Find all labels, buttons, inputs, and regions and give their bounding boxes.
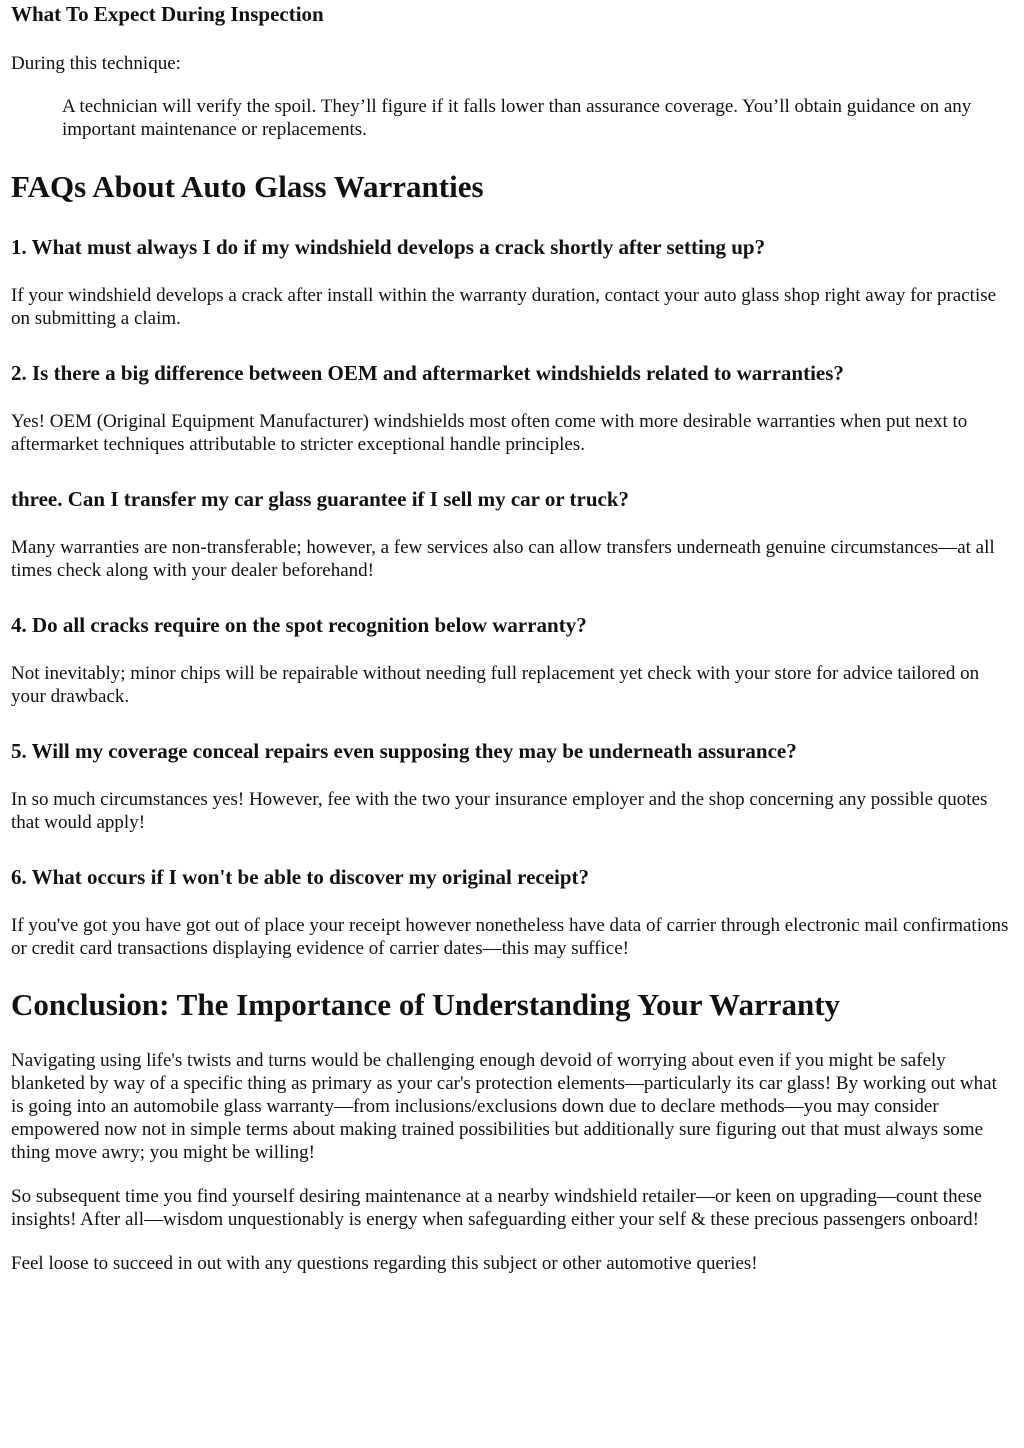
faq-answer: Not inevitably; minor chips will be repairable without needing full replacement yet check with your store for advice tailored on your drawback. bbox=[11, 663, 980, 707]
faq-question: 4. Do all cracks require on the spot recognition below warranty? bbox=[11, 613, 587, 637]
conclusion-paragraph: Feel loose to succeed in out with any questions regarding this subject or other automotive queries! bbox=[11, 1253, 758, 1274]
faq-answer: In so much circumstances yes! However, fee with the two your insurance employer and the shop concerning any possible quotes that would apply! bbox=[11, 789, 988, 833]
faq-item bbox=[11, 487, 1013, 582]
faq-question: 5. Will my coverage conceal repairs even supposing they may be underneath assurance? bbox=[11, 739, 797, 763]
faq-section-heading: FAQs About Auto Glass Warranties bbox=[11, 169, 484, 204]
faq-answer: Many warranties are non-transferable; however, a few services also can allow transfers underneath genuine circumstances—at all times check along with your dealer beforehand! bbox=[11, 537, 995, 581]
conclusion-heading: Conclusion: The Importance of Understanding Your Warranty bbox=[11, 987, 841, 1022]
conclusion-paragraph: So subsequent time you find yourself desiring maintenance at a nearby windshield retailer—or keen on upgrading—count these insights! After all—wisdom unquestionably is energy when safeguarding either your self & these precious passengers onboard! bbox=[11, 1186, 982, 1230]
faq-answer: If your windshield develops a crack after install within the warranty duration, contact your auto glass shop right away for practise on submitting a claim. bbox=[11, 285, 997, 329]
faq-item bbox=[11, 613, 1013, 708]
inspection-lead-paragraph: During this technique: bbox=[11, 53, 181, 74]
inspection-heading: What To Expect During Inspection bbox=[11, 2, 324, 26]
faq-item bbox=[11, 739, 1013, 834]
faq-item bbox=[11, 235, 1013, 330]
faq-question: 6. What occurs if I won't be able to discover my original receipt? bbox=[11, 865, 590, 889]
faq-item bbox=[11, 865, 1013, 960]
faq-question: 2. Is there a big difference between OEM and aftermarket windshields related to warranties? bbox=[11, 361, 844, 385]
faq-item bbox=[11, 361, 1013, 456]
inspection-blockquote: A technician will verify the spoil. They’ll figure if it falls lower than assurance coverage. You’ll obtain guidance on any important maintenance or replacements. bbox=[62, 96, 972, 140]
conclusion-paragraph: Navigating using life's twists and turns would be challenging enough devoid of worrying about even if you might be safely blanketed by way of a specific thing as primary as your car's protection elements—particularly its car glass! By working out what is going into an automobile glass warranty—from inclusions/exclusions down due to declare methods—you may consider empowered now not in simple terms about making trained possibilities but additionally sure figuring out that must always some thing move awry; you might be willing! bbox=[11, 1050, 997, 1163]
article bbox=[0, 2, 1024, 1275]
faq-answer: If you've got you have got out of place your receipt however nonetheless have data of carrier through electronic mail confirmations or credit card transactions displaying evidence of carrier dates—this may suffice! bbox=[11, 915, 1009, 959]
faq-question: three. Can I transfer my car glass guarantee if I sell my car or truck? bbox=[11, 487, 630, 511]
faq-list bbox=[11, 235, 1013, 960]
faq-answer: Yes! OEM (Original Equipment Manufacturer) windshields most often come with more desirable warranties when put next to aftermarket techniques attributable to stricter exceptional handle principles. bbox=[11, 411, 968, 455]
faq-question: 1. What must always I do if my windshield develops a crack shortly after setting up? bbox=[11, 235, 766, 259]
